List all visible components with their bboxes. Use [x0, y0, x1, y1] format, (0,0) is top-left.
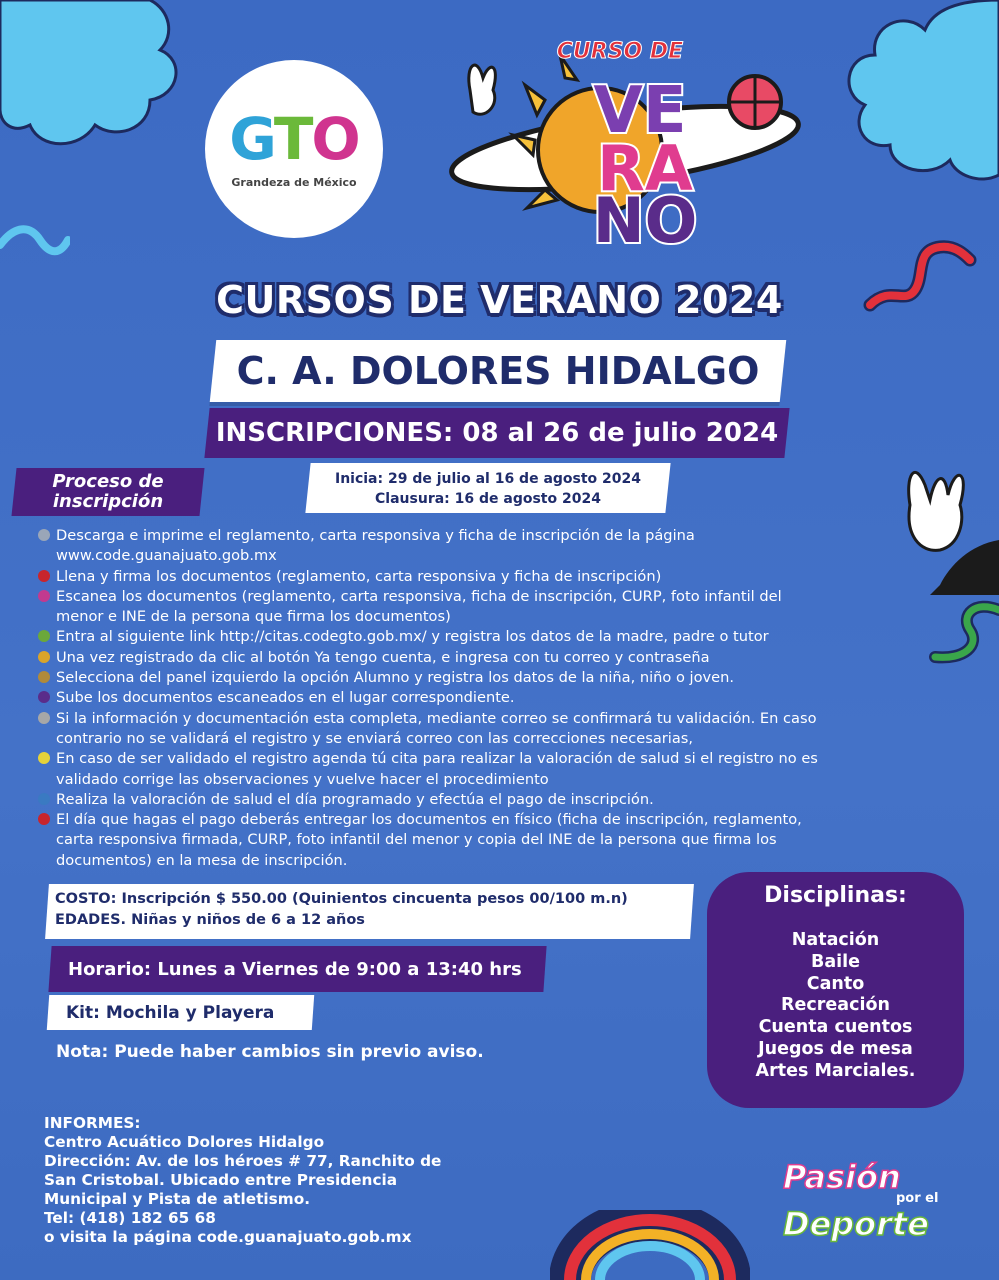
logo-letter-g: G	[229, 104, 274, 173]
contact-info	[44, 1114, 514, 1247]
step-item	[38, 709, 943, 750]
brand-line-2: por el	[896, 1191, 939, 1206]
step-line: En caso de ser validado el registro agenda tú cita para realizar la valoración de salud si el registro no es	[56, 750, 818, 768]
logo-letter-o: O	[311, 104, 359, 173]
badge-letters-2: RA	[597, 132, 693, 205]
registration-dates: INSCRIPCIONES: 08 al 26 de julio 2024	[215, 418, 779, 448]
gto-wordmark	[229, 104, 359, 173]
logo-letter-t: T	[273, 104, 312, 173]
step-line: menor e INE de la persona que firma los documentos)	[56, 608, 451, 626]
course-closing-date: Clausura: 16 de agosto 2024	[375, 491, 601, 507]
step-line: Si la información y documentación esta completa, mediante correo se confirmará tu validación. En caso	[56, 709, 817, 727]
hand-icon	[469, 65, 496, 114]
pushpin-icon	[38, 570, 50, 582]
rainbow-decoration	[550, 1210, 750, 1280]
contact-line: Centro Acuático Dolores Hidalgo	[44, 1133, 325, 1151]
step-line: Escanea los documentos (reglamento, carta responsiva, ficha de inscripción, CURP, foto infantil del	[56, 587, 782, 605]
pushpin-icon	[38, 630, 50, 642]
contact-line: San Cristobal. Ubicado entre Presidencia	[44, 1171, 398, 1189]
step-item	[38, 526, 943, 567]
hours-text: Horario: Lunes a Viernes de 9:00 a 13:40 hrs	[68, 958, 522, 980]
pushpin-icon	[38, 813, 50, 825]
contact-line: INFORMES:	[44, 1114, 141, 1132]
note-text: Nota: Puede haber cambios sin previo aviso.	[56, 1042, 484, 1062]
gto-logo	[205, 60, 383, 238]
cost-box	[55, 889, 695, 931]
step-item	[38, 648, 943, 668]
contact-line: o visita la página code.guanajuato.gob.mx	[44, 1228, 412, 1246]
contact-line: Tel: (418) 182 65 68	[44, 1209, 216, 1227]
process-label-line: inscripción	[52, 491, 164, 512]
process-label-line: Proceso de	[52, 471, 164, 492]
discipline-item: Canto	[806, 973, 865, 994]
step-line: contrario no se validará el registro y se enviará correo con las correcciones necesarias,	[56, 729, 694, 747]
step-item	[38, 749, 943, 790]
discipline-item: Baile	[810, 951, 860, 972]
step-line: Selecciona del panel izquierdo la opción Alumno y registra los datos de la niña, niño o joven.	[56, 669, 735, 687]
step-item	[38, 627, 943, 647]
squiggle-left-decoration	[0, 215, 70, 275]
step-line: validado corrige las observaciones y vuelve hacer el procedimiento	[56, 770, 549, 788]
step-line: El día que hagas el pago deberás entregar los documentos en físico (ficha de inscripción, reglamento,	[56, 811, 802, 829]
badge-letters-3: NO	[592, 184, 698, 257]
step-line: Descarga e imprime el reglamento, carta responsiva y ficha de inscripción de la página	[56, 527, 695, 544]
pushpin-icon	[38, 752, 50, 764]
pushpin-icon	[38, 529, 50, 541]
ages-text: EDADES. Niñas y niños de 6 a 12 años	[55, 912, 365, 928]
step-line: www.code.guanajuato.gob.mx	[56, 547, 277, 565]
pushpin-icon	[38, 712, 50, 724]
contact-line: Dirección: Av. de los héroes # 77, Ranchito de	[44, 1152, 442, 1170]
step-item	[38, 810, 943, 871]
pushpin-icon	[38, 671, 50, 683]
disciplines-list	[707, 930, 964, 1083]
discipline-item: Natación	[791, 930, 880, 950]
step-line: Una vez registrado da clic al botón Ya tengo cuenta, e ingresa con tu correo y contraseña	[56, 648, 710, 666]
venue-title: C. A. DOLORES HIDALGO	[236, 349, 760, 393]
pasion-por-el-deporte-logo	[778, 1150, 958, 1250]
cost-text: COSTO: Inscripción $ 550.00 (Quinientos cincuenta pesos 00/100 m.n)	[55, 891, 628, 907]
pushpin-icon	[38, 590, 50, 602]
brand-line-3: Deporte	[783, 1205, 929, 1243]
badge-top-text: CURSO DE	[556, 39, 684, 64]
step-line: Llena y firma los documentos (reglamento, carta responsiva y ficha de inscripción)	[56, 567, 662, 585]
contact-line: Municipal y Pista de atletismo.	[44, 1190, 311, 1208]
pushpin-icon	[38, 691, 50, 703]
discipline-item: Artes Marciales.	[755, 1060, 916, 1081]
step-item	[38, 587, 943, 628]
pushpin-icon	[38, 651, 50, 663]
main-title: CURSOS DE VERANO 2024	[216, 278, 783, 322]
step-line: documentos) en la mesa de inscripción.	[56, 851, 348, 869]
step-item	[38, 668, 943, 688]
curso-de-verano-badge	[445, 30, 805, 260]
course-dates	[308, 466, 668, 512]
step-line: Sube los documentos escaneados en el lugar correspondiente.	[56, 689, 515, 707]
kit-text: Kit: Mochila y Playera	[66, 1002, 275, 1023]
step-line: carta responsiva firmada, CURP, foto infantil del menor y copia del INE de la persona que firma los	[56, 831, 777, 849]
step-item	[38, 790, 943, 810]
process-label	[14, 468, 202, 516]
cloud-top-left-decoration	[0, 0, 200, 170]
step-item	[38, 688, 943, 708]
step-item	[38, 567, 943, 587]
step-line: Realiza la valoración de salud el día programado y efectúa el pago de inscripción.	[56, 790, 654, 808]
disciplines-title: Disciplinas:	[764, 883, 907, 908]
logo-tagline: Grandeza de México	[231, 175, 357, 189]
brand-line-1: Pasión	[783, 1158, 901, 1196]
step-line: Entra al siguiente link http://citas.codegto.gob.mx/ y registra los datos de la madre, padre o tutor	[56, 628, 769, 646]
discipline-item: Recreación	[781, 995, 890, 1016]
badge-letters-1: VE	[593, 74, 687, 148]
registration-steps	[38, 526, 943, 871]
pushpin-icon	[38, 793, 50, 805]
course-start-date: Inicia: 29 de julio al 16 de agosto 2024	[334, 471, 642, 487]
discipline-item: Cuenta cuentos	[758, 1017, 913, 1038]
discipline-item: Juegos de mesa	[758, 1038, 913, 1059]
